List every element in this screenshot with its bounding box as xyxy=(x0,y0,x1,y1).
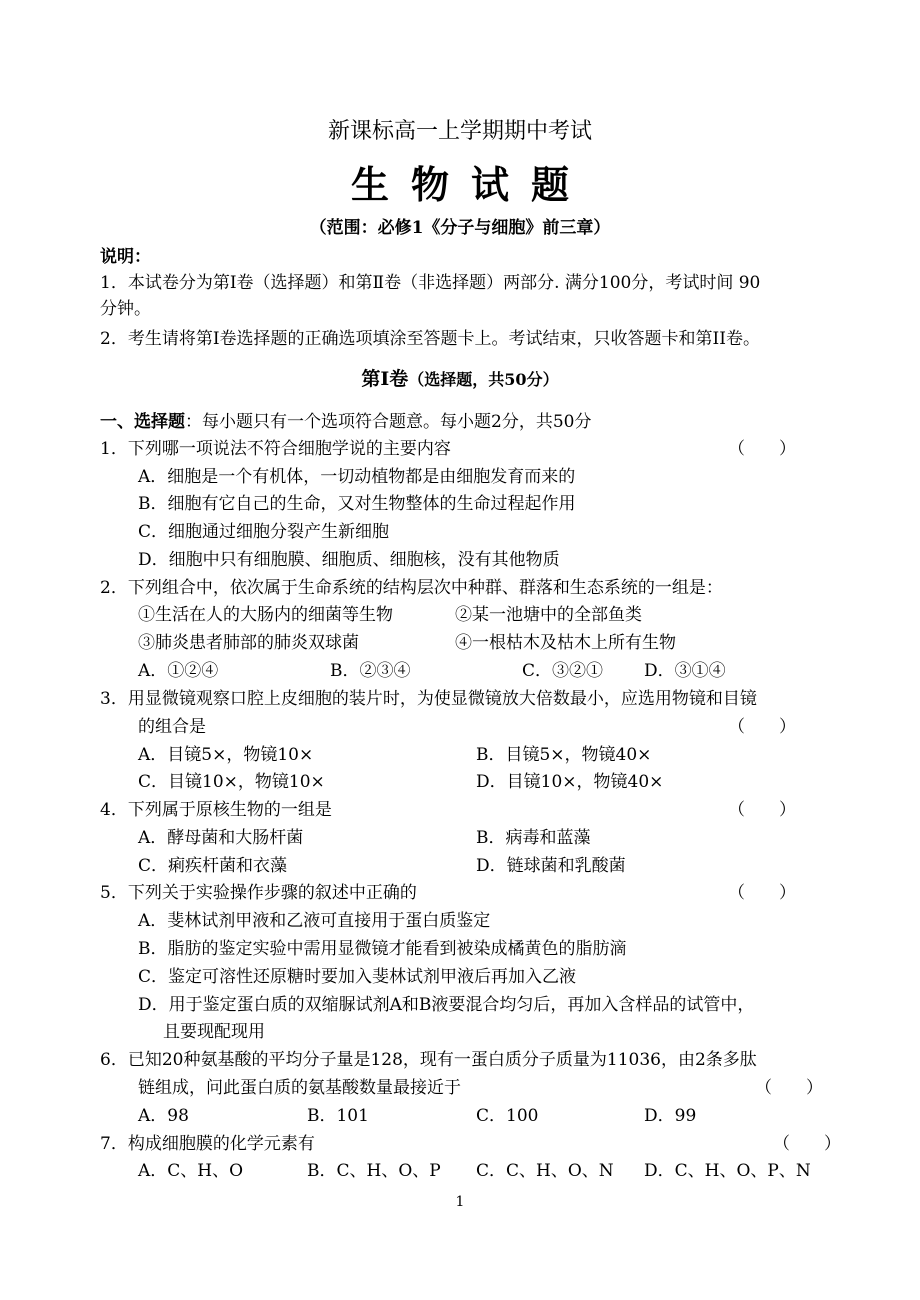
q7-option-a: A．C、H、O xyxy=(138,1161,244,1181)
exam-title: 生物试题 xyxy=(350,162,591,207)
q7-option-c: C．C、H、O、N xyxy=(476,1161,614,1181)
q7-option-b: B．C、H、O、P xyxy=(307,1161,441,1181)
q1-answer-paren: （ ） xyxy=(728,439,796,459)
q5-option-c: C．鉴定可溶性还原糖时要加入斐林试剂甲液后再加入乙液 xyxy=(138,967,577,987)
q3-stem-line-2: 的组合是 xyxy=(138,717,206,737)
notes-label: 说明： xyxy=(100,247,151,267)
note-1-line-a: 1．本试卷分为第Ⅰ卷（选择题）和第Ⅱ卷（非选择题）两部分. 满分100分，考试时间 90 xyxy=(100,273,761,293)
instructions xyxy=(100,411,591,433)
q5-answer-paren: （ ） xyxy=(728,883,796,903)
section-title-sub: （选择题，共50分） xyxy=(408,370,559,389)
note-1-line-b: 分钟。 xyxy=(100,299,151,319)
exam-subtitle: 新课标高一上学期期中考试 xyxy=(327,119,592,144)
q3-option-a: A．目镜5×，物镜10× xyxy=(138,745,314,765)
exam-scope: （范围：必修1《分子与细胞》前三章） xyxy=(309,218,611,238)
q3-option-c: C．目镜10×，物镜10× xyxy=(138,772,325,792)
q1-stem: 1．下列哪一项说法不符合细胞学说的主要内容 xyxy=(100,439,451,459)
q2-option-b: B．②③④ xyxy=(330,661,411,681)
q5-option-d-line-1: D．用于鉴定蛋白质的双缩脲试剂A和B液要混合均匀后，再加入含样品的试管中， xyxy=(138,995,755,1015)
q6-option-b: B．101 xyxy=(307,1106,369,1126)
q6-option-a: A．98 xyxy=(138,1106,189,1126)
q1-option-d: D．细胞中只有细胞膜、细胞质、细胞核，没有其他物质 xyxy=(138,550,560,570)
q3-option-b: B．目镜5×，物镜40× xyxy=(476,745,652,765)
q5-option-a: A．斐林试剂甲液和乙液可直接用于蛋白质鉴定 xyxy=(138,911,491,931)
q2-option-c: C．③②① xyxy=(522,661,604,681)
q6-option-d: D．99 xyxy=(644,1106,697,1126)
section-title-main: 第Ⅰ卷 xyxy=(361,368,409,390)
q4-answer-paren: （ ） xyxy=(728,800,796,820)
instructions-label: 一、选择题 xyxy=(100,412,185,432)
q2-item-1: ①生活在人的大肠内的细菌等生物 xyxy=(138,605,393,625)
q7-stem: 7．构成细胞膜的化学元素有 xyxy=(100,1134,315,1154)
q2-item-3: ③肺炎患者肺部的肺炎双球菌 xyxy=(138,633,359,653)
instructions-text: ：每小题只有一个选项符合题意。每小题2分，共50分 xyxy=(185,412,592,432)
q3-stem-line-1: 3．用显微镜观察口腔上皮细胞的装片时，为使显微镜放大倍数最小，应选用物镜和目镜 xyxy=(100,689,757,709)
q1-option-c: C．细胞通过细胞分裂产生新细胞 xyxy=(138,522,390,542)
q1-option-b: B．细胞有它自己的生命，又对生物整体的生命过程起作用 xyxy=(138,494,576,514)
q4-option-b: B．病毒和蓝藻 xyxy=(476,828,591,848)
q3-option-d: D．目镜10×，物镜40× xyxy=(476,772,664,792)
q2-option-d: D．③①④ xyxy=(644,661,726,681)
q2-stem: 2．下列组合中，依次属于生命系统的结构层次中种群、群落和生态系统的一组是： xyxy=(100,578,723,598)
q2-item-4: ④一根枯木及枯木上所有生物 xyxy=(455,633,676,653)
section-title xyxy=(0,367,920,392)
q3-answer-paren: （ ） xyxy=(728,717,796,737)
page-number: 1 xyxy=(455,1194,465,1210)
q6-stem-line-1: 6．已知20种氨基酸的平均分子量是128，现有一蛋白质分子质量为11036，由2条多肽 xyxy=(100,1050,757,1070)
q4-option-d: D．链球菌和乳酸菌 xyxy=(476,856,626,876)
q2-item-2: ②某一池塘中的全部鱼类 xyxy=(455,605,642,625)
q6-answer-paren: （ ） xyxy=(755,1078,823,1098)
q2-option-a: A．①②④ xyxy=(138,661,219,681)
q6-stem-line-2: 链组成，问此蛋白质的氨基酸数量最接近于 xyxy=(138,1078,461,1098)
note-2: 2．考生请将第I卷选择题的正确选项填涂至答题卡上。考试结束，只收答题卡和第II卷。 xyxy=(100,329,760,349)
q6-option-c: C．100 xyxy=(476,1106,539,1126)
q4-stem: 4．下列属于原核生物的一组是 xyxy=(100,800,332,820)
q4-option-a: A．酵母菌和大肠杆菌 xyxy=(138,828,304,848)
q7-answer-paren: （ ） xyxy=(773,1134,841,1154)
q1-option-a: A．细胞是一个有机体，一切动植物都是由细胞发育而来的 xyxy=(138,467,576,487)
q7-option-d: D．C、H、O、P、N xyxy=(644,1161,811,1181)
q5-option-b: B．脂肪的鉴定实验中需用显微镜才能看到被染成橘黄色的脂肪滴 xyxy=(138,939,627,959)
q5-stem: 5．下列关于实验操作步骤的叙述中正确的 xyxy=(100,883,417,903)
q5-option-d-line-2: 且要现配现用 xyxy=(163,1022,265,1042)
q4-option-c: C．痢疾杆菌和衣藻 xyxy=(138,856,288,876)
